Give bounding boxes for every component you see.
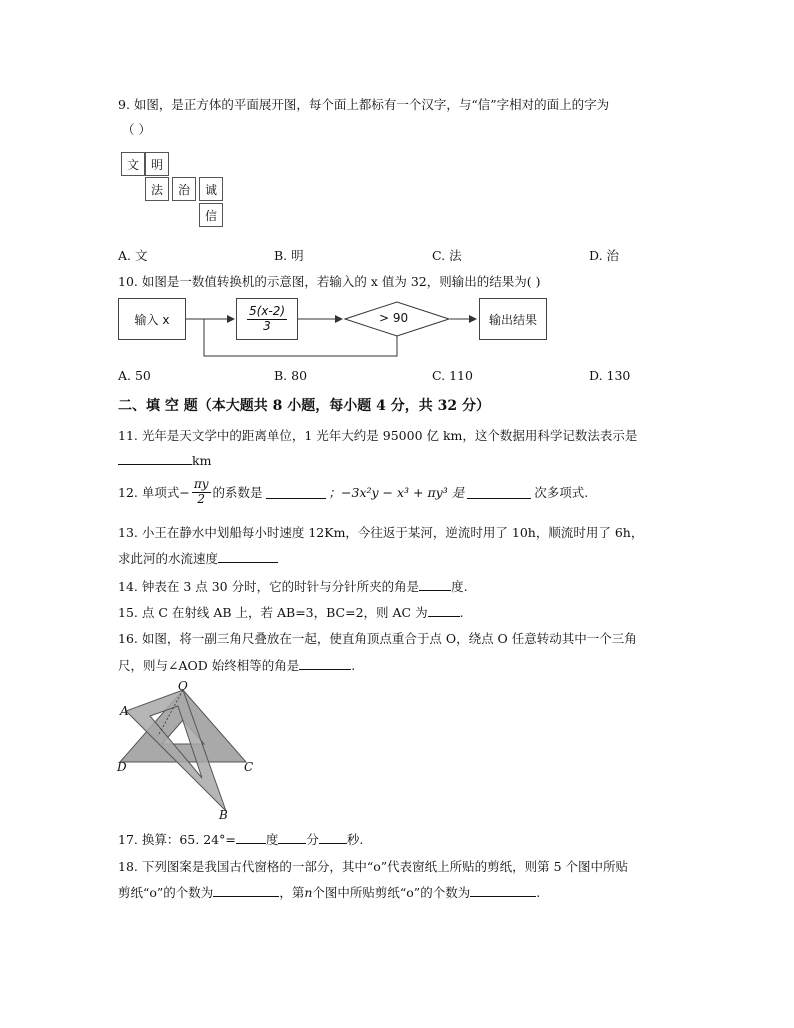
q17-blank-min[interactable] — [278, 831, 306, 844]
q12-line — [118, 478, 588, 507]
label-o: O — [178, 679, 188, 693]
q9-text: 9. 如图，是正方体的平面展开图，每个面上都标有一个汉字，与“信”字相对的面上的字为 — [118, 97, 610, 112]
label-a: A — [120, 704, 129, 718]
q18-text: 18. 下列图案是我国古代窗格的一部分，其中“o”代表窗纸上所贴的剪纸，则第 5 个图中所贴 — [118, 859, 629, 874]
q12-blank-1[interactable] — [266, 486, 326, 499]
q10-option-b: B. 80 — [274, 368, 308, 383]
q13-line2 — [118, 549, 278, 567]
q17-min: 分 — [306, 832, 319, 847]
formula-denominator: 3 — [263, 318, 271, 333]
condition-label: > 90 — [379, 311, 409, 325]
output-label: 输出结果 — [488, 312, 537, 327]
q12-fraction — [192, 478, 211, 507]
q12-mid: 的系数是 — [212, 485, 263, 501]
q17-blank-deg[interactable] — [236, 831, 266, 844]
q11-answer — [118, 452, 211, 468]
net-cell-1: 文 — [121, 152, 145, 176]
input-box — [118, 298, 186, 340]
q10-option-a: A. 50 — [118, 368, 151, 383]
q17-deg: 度 — [265, 832, 279, 847]
q12-suffix: 次多项式. — [534, 485, 589, 501]
q12-polynomial: ；−3x²y − x³ + πy³ 是 — [328, 485, 465, 501]
formula-numerator: 5(x-2) — [248, 303, 286, 318]
q18-text2b: ，第 — [279, 885, 305, 900]
q12-prefix: 12. 单项式− — [118, 485, 190, 501]
q9-option-c: C. 法 — [432, 248, 462, 263]
q16-blank[interactable] — [299, 657, 351, 670]
label-c: C — [244, 760, 254, 774]
q9-answer-paren: （ ） — [122, 122, 151, 137]
net-cell-2: 明 — [145, 152, 169, 176]
q11-unit: km — [192, 453, 212, 468]
q13-text: 13. 小王在静水中划船每小时速度 12Km，今往返于某河，逆流时用了 10h，顺流时用了 6h， — [118, 525, 644, 540]
q9-option-d: D. 治 — [589, 248, 620, 263]
q16-line2 — [118, 656, 355, 674]
net-cell-5: 诚 — [199, 177, 223, 201]
q14-line — [118, 577, 468, 595]
q15-text: 15. 点 C 在射线 AB 上，若 AB=3，BC=2，则 AC 为 — [118, 605, 428, 620]
q14-blank[interactable] — [419, 578, 451, 591]
q11-blank[interactable] — [118, 452, 192, 465]
q15-suffix: . — [459, 605, 464, 620]
q18-text2c: 个图中所贴剪纸“o”的个数为 — [312, 885, 471, 900]
q13-text2: 求此河的水流速度 — [118, 551, 219, 566]
q9-option-a: A. 文 — [118, 248, 148, 263]
q15-blank[interactable] — [428, 604, 460, 617]
q9-option-b: B. 明 — [274, 248, 304, 263]
input-label: 输入 x — [134, 312, 170, 327]
q10-option-c: C. 110 — [432, 368, 473, 383]
q16-text2: 尺，则与∠AOD 始终相等的角是 — [118, 658, 300, 673]
q17-sec: 秒. — [346, 832, 364, 847]
label-b: B — [219, 808, 228, 822]
section-title: 二、填 空 题（本大题共 8 小题，每小题 4 分，共 32 分） — [118, 398, 490, 414]
formula-fraction — [247, 305, 287, 334]
q17-blank-sec[interactable] — [319, 831, 347, 844]
q18-blank-2[interactable] — [470, 884, 536, 897]
flowchart-connectors — [0, 0, 794, 400]
q10-option-d: D. 130 — [589, 368, 631, 383]
q14-suffix: 度. — [451, 579, 468, 594]
q12-frac-den: 2 — [197, 491, 205, 506]
q18-n: n — [304, 885, 313, 900]
net-cell-6: 信 — [199, 203, 223, 227]
q12-blank-2[interactable] — [467, 486, 531, 499]
q10-text: 10. 如图是一数值转换机的示意图，若输入的 x 值为 32，则输出的结果为( ) — [118, 274, 541, 289]
q15-line — [118, 603, 464, 621]
formula-box — [236, 298, 298, 340]
net-cell-4: 治 — [172, 177, 196, 201]
q17-prefix: 17. 换算：65. 24°= — [118, 832, 236, 847]
triangle-rulers-svg — [110, 678, 270, 823]
q12-frac-num: πy — [193, 477, 209, 491]
q18-suffix: . — [536, 885, 541, 900]
label-d: D — [117, 760, 127, 774]
q11-text: 11. 光年是天文学中的距离单位，1 光年大约是 95000 亿 km，这个数据用科学记数法表示是 — [118, 428, 638, 443]
q16-suffix: . — [351, 658, 356, 673]
q17-line — [118, 830, 363, 848]
q13-blank[interactable] — [218, 550, 278, 563]
q14-text: 14. 钟表在 3 点 30 分时，它的时针与分针所夹的角是 — [118, 579, 420, 594]
q18-text2a: 剪纸“o”的个数为 — [118, 885, 214, 900]
output-box — [479, 298, 547, 340]
net-cell-3: 法 — [145, 177, 169, 201]
q18-blank-1[interactable] — [213, 884, 279, 897]
q16-text: 16. 如图，将一副三角尺叠放在一起，使直角顶点重合于点 O，绕点 O 任意转动其中一个三角 — [118, 631, 637, 646]
q18-line2 — [118, 883, 540, 901]
